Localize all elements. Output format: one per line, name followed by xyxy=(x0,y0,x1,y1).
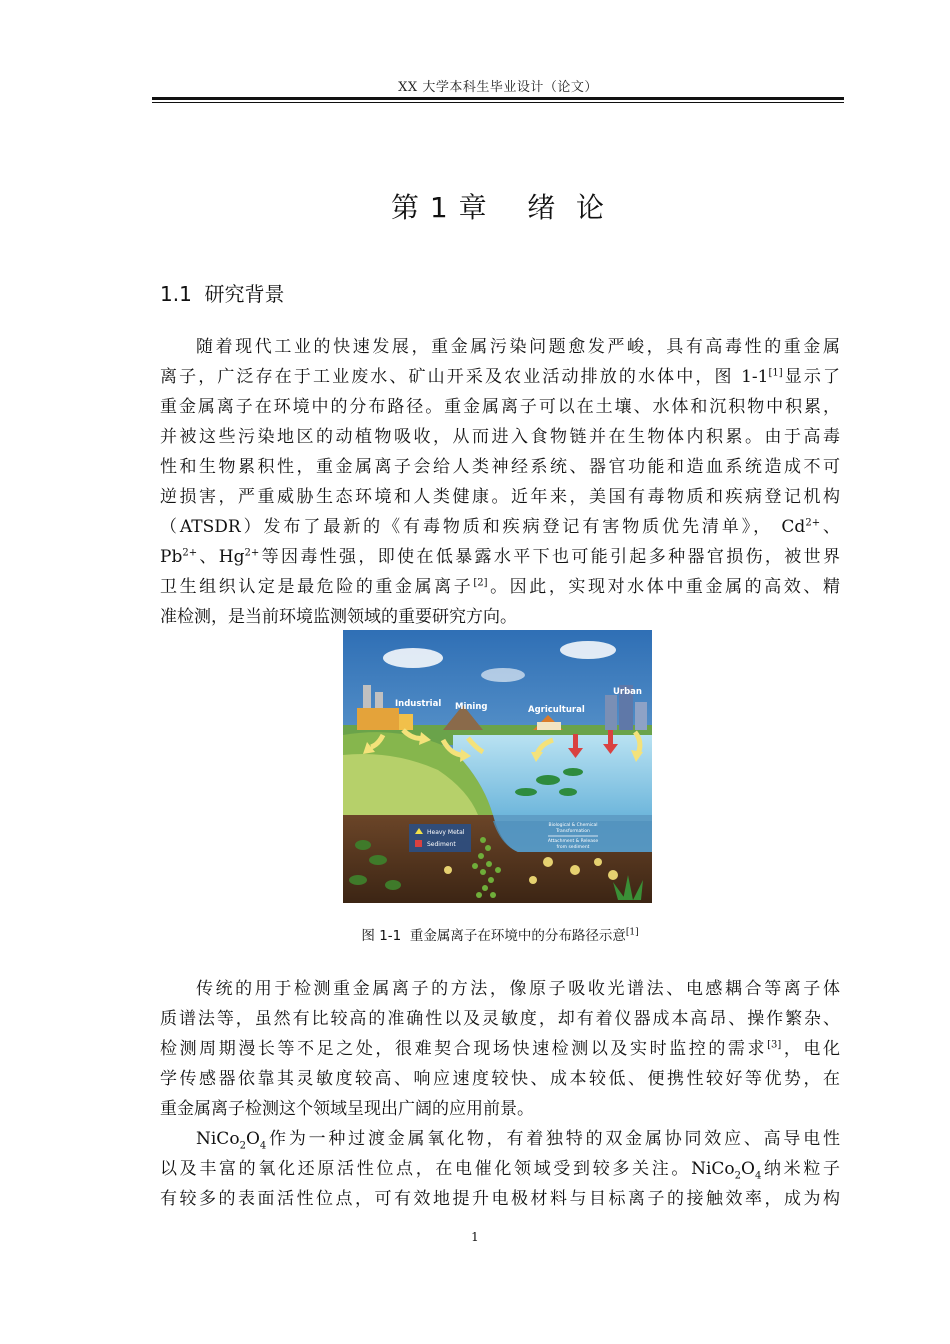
label-urban: Urban xyxy=(613,687,642,697)
label-mining: Mining xyxy=(455,702,488,712)
header-rule-thick xyxy=(152,97,844,100)
citation-ref: [2] xyxy=(473,577,488,589)
paragraph-line: 离子，广泛存在于工业废水、矿山开采及农业活动排放的水体中，图 1-1[1]显示了 xyxy=(160,367,840,387)
paragraph-line: 准检测，是当前环境监测领域的重要研究方向。 xyxy=(160,607,517,627)
citation-ref: [1] xyxy=(625,927,639,938)
factory-icon xyxy=(357,708,399,730)
cloud-icon xyxy=(560,641,616,659)
paragraph-line: 学传感器依靠其灵敏度较高、响应速度较快、成本较低、便携性较好等优势，在 xyxy=(160,1069,840,1089)
lily-pad-icon xyxy=(515,788,537,796)
chapter-title: 第 1 章 绪 论 xyxy=(390,191,606,224)
note-bio-chem: Biological & Chemical xyxy=(548,823,598,828)
factory-icon xyxy=(399,714,413,730)
paragraph-line: 随着现代工业的快速发展，重金属污染问题愈发严峻，具有高毒性的重金属 xyxy=(196,337,840,357)
note-transformation: Transformation xyxy=(556,829,590,834)
citation-ref: [3] xyxy=(767,1039,782,1051)
label-agricultural: Agricultural xyxy=(528,705,585,715)
label-industrial: Industrial xyxy=(395,699,442,709)
paragraph-line: $Pb^{2+}$、$Hg^{2+}$等因毒性强，即使在低暴露水平下也可能引起多种器官损伤，被世界 xyxy=(160,547,841,567)
note-attach: Attachment & Release xyxy=(547,839,599,844)
paragraph-line: 有较多的表面活性位点，可有效地提升电极材料与目标离子的接触效率，成为构 xyxy=(160,1189,840,1209)
arrow-icon xyxy=(573,734,578,749)
paragraph-line: 重金属离子在环境中的分布路径。重金属离子可以在土壤、水体和沉积物中积累， xyxy=(160,397,840,417)
water-band xyxy=(493,815,652,821)
barn-icon xyxy=(537,722,561,730)
paragraph-line: 重金属离子检测这个领域呈现出广阔的应用前景。 xyxy=(160,1099,534,1119)
paragraph-line: 以及丰富的氧化还原活性位点，在电催化领域受到较多关注。$NiCo_2O_4$纳米粒子 xyxy=(160,1159,841,1182)
note-from-sediment: from sediment xyxy=(556,845,590,850)
paragraph-line: （ATSDR）发布了最新的《有毒物质和疾病登记有害物质优先清单》， $Cd^{2+}$、 xyxy=(160,517,841,537)
cloud-icon xyxy=(481,668,525,682)
arrow-icon xyxy=(608,730,613,745)
header-rule-thin xyxy=(152,102,844,103)
building-icon xyxy=(635,702,647,730)
paragraph-line: 并被这些污染地区的动植物吸收，从而进入食物链并在生物体内积累。由于高毒 xyxy=(160,427,840,447)
legend-sediment: Sediment xyxy=(427,841,456,848)
citation-ref: [1] xyxy=(768,367,783,379)
section-number: 1.1 xyxy=(160,282,192,306)
page-number: 1 xyxy=(471,1230,479,1244)
lily-pad-icon xyxy=(536,775,560,785)
section-heading xyxy=(160,278,285,307)
paragraph-line: 检测周期漫长等不足之处，很难契合现场快速检测以及实时监控的需求[3]，电化 xyxy=(160,1039,840,1059)
paragraph-line: 逆损害，严重威胁生态环境和人类健康。近年来，美国有毒物质和疾病登记机构 xyxy=(160,487,840,507)
figure-caption: 图 1-1 重金属离子在环境中的分布路径示意[1] xyxy=(361,927,639,944)
section-title: 研究背景 xyxy=(204,282,285,306)
paragraph-background xyxy=(160,332,840,632)
paragraph-line: 质谱法等，虽然有比较高的准确性以及灵敏度，却有着仪器成本高昂、操作繁杂、 xyxy=(160,1009,840,1029)
figure-heavy-metal-distribution xyxy=(343,630,652,903)
paragraph-line: 卫生组织认定是最危险的重金属离子[2]。因此，实现对水体中重金属的高效、精 xyxy=(160,577,841,597)
paragraph-nico2o4 xyxy=(160,1124,840,1214)
cloud-icon xyxy=(383,648,443,668)
legend-heavy-metal: Heavy Metal xyxy=(427,829,465,836)
paragraph-line: 性和生物累积性，重金属离子会给人类神经系统、器官功能和造血系统造成不可 xyxy=(160,457,840,477)
lily-pad-icon xyxy=(563,768,583,776)
paragraph-line: 传统的用于检测重金属离子的方法，像原子吸收光谱法、电感耦合等离子体 xyxy=(196,979,840,999)
paragraph-methods xyxy=(160,974,840,1124)
lily-pad-icon xyxy=(559,788,577,796)
paragraph-line: $NiCo_2O_4$作为一种过渡金属氧化物，有着独特的双金属协同效应、高导电性 xyxy=(196,1129,840,1152)
sediment-marker-icon xyxy=(415,840,422,847)
page-header: XX 大学本科生毕业设计（论文） xyxy=(398,80,598,95)
building-icon xyxy=(605,695,617,730)
